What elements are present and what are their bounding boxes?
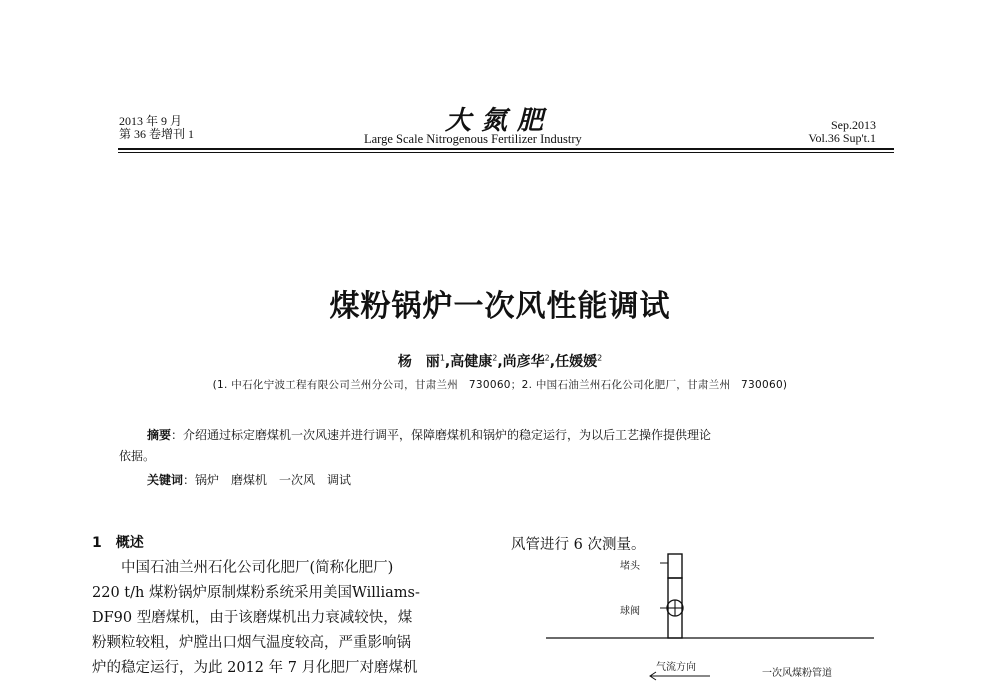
author-2-affil: 2 <box>492 353 498 363</box>
keywords-text: ：锅炉 磨煤机 一次风 调试 <box>183 473 352 487</box>
issue-date-en: Sep.2013 <box>831 118 876 132</box>
body-line-1: 中国石油兰州石化公司化肥厂(简称化肥厂) <box>121 560 394 576</box>
header-rule-thick <box>118 148 894 150</box>
author-4: 任媛媛 <box>555 354 598 370</box>
author-3: 尚彦华 <box>502 354 545 370</box>
label-ball-valve: 球阀 <box>620 606 640 617</box>
label-flow-direction: 气流方向 <box>656 662 696 673</box>
author-1-affil: 1 <box>439 353 445 363</box>
body-line-2: 220 t/h 煤粉锅炉原制煤粉系统采用美国Williams- <box>92 585 420 601</box>
right-column-text: 风管进行 6 次测量。 <box>511 537 646 553</box>
section-body <box>92 556 477 681</box>
body-line-4: 粉颗粒较粗，炉膛出口烟气温度较高，严重影响锅 <box>92 635 411 651</box>
author-list: 杨 丽$^1$,高健康$^2$,尚彦华$^2$,任媛媛$^2$ <box>397 353 603 370</box>
figure-measurement-setup <box>540 548 880 684</box>
journal-logo: 大氮肥 <box>445 106 554 136</box>
author-4-affil: 2 <box>597 353 603 363</box>
body-line-3: DF90 型磨煤机，由于该磨煤机出力衰减较快，煤 <box>92 610 413 626</box>
body-line-5: 炉的稳定运行，为此 2012 年 7 月化肥厂对磨煤机 <box>92 660 418 676</box>
header-rule-thin <box>118 152 894 153</box>
affiliation: (1. 中石化宁波工程有限公司兰州分公司，甘肃兰州 730060；2. 中国石油兰州石化公司化肥厂，甘肃兰州 730060) <box>212 379 788 391</box>
label-pipe: 一次风煤粉管道 <box>762 668 832 679</box>
article-title: 煤粉锅炉一次风性能调试 <box>329 289 671 324</box>
plug-body <box>668 554 682 578</box>
issue-volume: 第 36 卷增刊 1 <box>119 127 195 141</box>
abstract-label: 摘要 <box>147 428 172 442</box>
author-2: 高健康 <box>450 354 493 370</box>
journal-english-name: Large Scale Nitrogenous Fertilizer Industry <box>364 132 582 146</box>
issue-volume-en: Vol.36 Sup't.1 <box>808 131 876 145</box>
abstract <box>147 425 867 446</box>
author-1: 杨 丽 <box>397 354 440 370</box>
abstract-line-2: 依据。 <box>119 449 156 463</box>
abstract-line-1: 摘要：介绍通过标定磨煤机一次风速并进行调平，保障磨煤机和锅炉的稳定运行，为以后工艺操作提供理论 <box>147 428 712 442</box>
author-3-affil: 2 <box>544 353 550 363</box>
label-plug: 堵头 <box>620 561 640 572</box>
keywords <box>147 470 351 491</box>
issue-date: 2013 年 9 月 <box>119 114 183 128</box>
keywords-label: 关键词 <box>147 473 184 487</box>
section-heading: 1 概述 <box>92 535 144 551</box>
